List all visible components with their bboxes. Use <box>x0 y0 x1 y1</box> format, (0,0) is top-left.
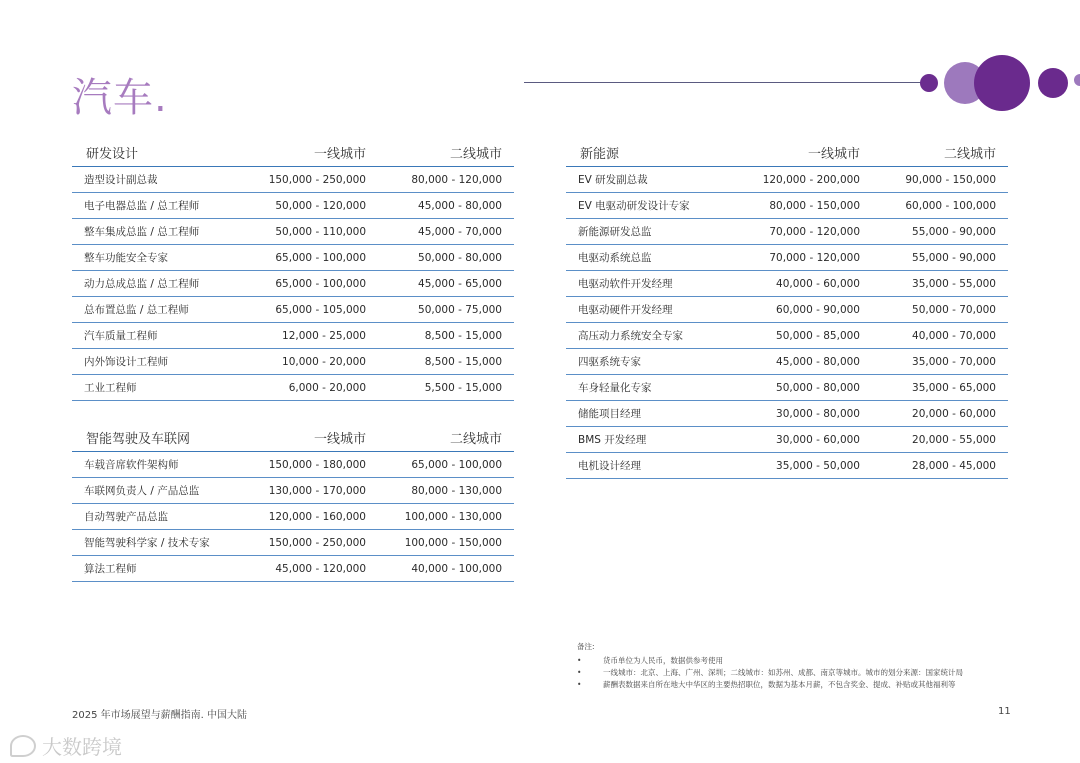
job-title-cell: 总布置总监 / 总工程师 <box>84 304 189 316</box>
job-title-cell: EV 研发副总裁 <box>578 174 648 186</box>
footer-text: 2025 年市场展望与薪酬指南. 中国大陆 <box>72 710 247 721</box>
tier1-salary-cell: 45,000 - 80,000 <box>776 355 860 368</box>
adas-salary-table <box>72 425 514 582</box>
job-title-cell: 工业工程师 <box>84 382 137 394</box>
tier1-salary-cell: 120,000 - 160,000 <box>268 510 366 523</box>
tier2-salary-cell: 50,000 - 75,000 <box>418 303 502 316</box>
table-row <box>72 323 514 349</box>
tier1-salary-cell: 10,000 - 20,000 <box>282 355 366 368</box>
table-row <box>72 193 514 219</box>
table-row <box>566 401 1008 427</box>
tier1-salary-cell: 35,000 - 50,000 <box>776 459 860 472</box>
table-category-header: 新能源 <box>580 147 620 162</box>
watermark-text: 大数跨境 <box>42 735 122 759</box>
page-number: 11 <box>998 706 1011 717</box>
tier2-salary-cell: 40,000 - 100,000 <box>411 562 502 575</box>
table-row <box>72 219 514 245</box>
tier2-salary-cell: 100,000 - 130,000 <box>404 510 502 523</box>
table-row <box>566 271 1008 297</box>
table-row <box>566 167 1008 193</box>
tier2-salary-cell: 20,000 - 55,000 <box>912 433 996 446</box>
notes-list <box>577 655 1017 691</box>
tier2-salary-cell: 80,000 - 120,000 <box>411 173 502 186</box>
tier2-salary-cell: 45,000 - 80,000 <box>418 199 502 212</box>
job-title-cell: 汽车质量工程师 <box>84 330 158 342</box>
tier2-salary-cell: 5,500 - 15,000 <box>424 381 502 394</box>
note-item: • 薪酬表数据来自所在地大中华区的主要热招职位，数据为基本月薪，不包含奖金、提成、补贴或其他福利等 <box>577 679 1017 691</box>
table-row <box>72 167 514 193</box>
tier1-salary-cell: 40,000 - 60,000 <box>776 277 860 290</box>
tier1-salary-cell: 30,000 - 80,000 <box>776 407 860 420</box>
job-title-cell: 新能源研发总监 <box>578 226 652 238</box>
tier1-salary-cell: 150,000 - 180,000 <box>268 458 366 471</box>
watermark <box>10 731 122 760</box>
table-row <box>72 349 514 375</box>
table-row <box>72 478 514 504</box>
job-title-cell: 高压动力系统安全专家 <box>578 330 683 342</box>
tier2-salary-cell: 40,000 - 70,000 <box>912 329 996 342</box>
job-title-cell: 整车集成总监 / 总工程师 <box>84 226 200 238</box>
job-title-cell: 电驱动系统总监 <box>578 252 652 264</box>
table-row <box>72 245 514 271</box>
tier1-salary-cell: 150,000 - 250,000 <box>268 536 366 549</box>
tier1-salary-cell: 50,000 - 120,000 <box>275 199 366 212</box>
table-header <box>72 425 514 452</box>
tier2-salary-cell: 8,500 - 15,000 <box>424 355 502 368</box>
tier2-salary-cell: 35,000 - 65,000 <box>912 381 996 394</box>
tier2-salary-cell: 35,000 - 70,000 <box>912 355 996 368</box>
table-row <box>72 530 514 556</box>
tier2-salary-cell: 60,000 - 100,000 <box>905 199 996 212</box>
tier1-salary-cell: 130,000 - 170,000 <box>268 484 366 497</box>
note-item: • 货币单位为人民币，数据供参考使用 <box>577 655 1017 667</box>
job-title-cell: 智能驾驶科学家 / 技术专家 <box>84 537 210 549</box>
job-title-cell: 储能项目经理 <box>578 408 641 420</box>
job-title-cell: 四驱系统专家 <box>578 356 641 368</box>
table-header <box>72 140 514 167</box>
table-column-header: 一线城市 <box>313 147 366 162</box>
decor-circle-medium <box>1038 68 1068 98</box>
tier2-salary-cell: 55,000 - 90,000 <box>912 225 996 238</box>
tier1-salary-cell: 65,000 - 100,000 <box>275 251 366 264</box>
table-column-header: 二线城市 <box>449 432 502 447</box>
table-row <box>566 453 1008 479</box>
table-column-header: 二线城市 <box>943 147 996 162</box>
decor-circle-edge <box>1074 74 1080 86</box>
table-row <box>566 375 1008 401</box>
table-row <box>72 271 514 297</box>
tier2-salary-cell: 45,000 - 65,000 <box>418 277 502 290</box>
tier2-salary-cell: 28,000 - 45,000 <box>912 459 996 472</box>
tier1-salary-cell: 60,000 - 90,000 <box>776 303 860 316</box>
tier1-salary-cell: 80,000 - 150,000 <box>769 199 860 212</box>
table-header <box>566 140 1008 167</box>
table-row <box>72 375 514 401</box>
tier1-salary-cell: 120,000 - 200,000 <box>762 173 860 186</box>
rd-salary-table <box>72 140 514 401</box>
decor-circle-small <box>920 74 938 92</box>
tier2-salary-cell: 55,000 - 90,000 <box>912 251 996 264</box>
table-row <box>72 452 514 478</box>
table-row <box>72 504 514 530</box>
table-category-header: 智能驾驶及车联网 <box>86 432 191 447</box>
job-title-cell: 车载音席软件架构师 <box>84 459 179 471</box>
job-title-cell: 车身轻量化专家 <box>578 382 652 394</box>
table-category-header: 研发设计 <box>86 147 139 162</box>
tier2-salary-cell: 65,000 - 100,000 <box>411 458 502 471</box>
job-title-cell: 电驱动软件开发经理 <box>578 278 673 290</box>
tier2-salary-cell: 100,000 - 150,000 <box>404 536 502 549</box>
watermark-logo-icon <box>10 735 36 757</box>
tier2-salary-cell: 35,000 - 55,000 <box>912 277 996 290</box>
table-row <box>566 219 1008 245</box>
table-row <box>566 427 1008 453</box>
tier1-salary-cell: 70,000 - 120,000 <box>769 251 860 264</box>
tier2-salary-cell: 90,000 - 150,000 <box>905 173 996 186</box>
tier1-salary-cell: 12,000 - 25,000 <box>282 329 366 342</box>
tier2-salary-cell: 50,000 - 70,000 <box>912 303 996 316</box>
decor-circle-large <box>974 55 1030 111</box>
tier2-salary-cell: 45,000 - 70,000 <box>418 225 502 238</box>
job-title-cell: EV 电驱动研发设计专家 <box>578 200 690 212</box>
table-column-header: 一线城市 <box>807 147 860 162</box>
table-row <box>566 193 1008 219</box>
header-divider <box>524 82 922 83</box>
job-title-cell: BMS 开发经理 <box>578 434 647 446</box>
tier1-salary-cell: 150,000 - 250,000 <box>268 173 366 186</box>
job-title-cell: 整车功能安全专家 <box>84 252 168 264</box>
table-row <box>566 323 1008 349</box>
tier1-salary-cell: 45,000 - 120,000 <box>275 562 366 575</box>
nev-salary-table <box>566 140 1008 479</box>
table-column-header: 一线城市 <box>313 432 366 447</box>
tier2-salary-cell: 80,000 - 130,000 <box>411 484 502 497</box>
tier1-salary-cell: 50,000 - 85,000 <box>776 329 860 342</box>
table-row <box>566 245 1008 271</box>
tier2-salary-cell: 50,000 - 80,000 <box>418 251 502 264</box>
job-title-cell: 电驱动硬件开发经理 <box>578 304 673 316</box>
page-title: 汽车. <box>72 75 168 121</box>
table-row <box>72 556 514 582</box>
tier1-salary-cell: 30,000 - 60,000 <box>776 433 860 446</box>
job-title-cell: 电机设计经理 <box>578 460 641 472</box>
note-item: • 一线城市：北京、上海、广州、深圳；二线城市：如苏州、成都、南京等城市。城市的划分来源：国家统计局 <box>577 667 1017 679</box>
job-title-cell: 动力总成总监 / 总工程师 <box>84 278 200 290</box>
tier2-salary-cell: 20,000 - 60,000 <box>912 407 996 420</box>
job-title-cell: 造型设计副总裁 <box>84 174 158 186</box>
job-title-cell: 自动驾驶产品总监 <box>84 511 168 523</box>
table-row <box>72 297 514 323</box>
job-title-cell: 内外饰设计工程师 <box>84 356 168 368</box>
job-title-cell: 算法工程师 <box>84 563 137 575</box>
job-title-cell: 电子电器总监 / 总工程师 <box>84 200 200 212</box>
tier1-salary-cell: 50,000 - 80,000 <box>776 381 860 394</box>
tier1-salary-cell: 70,000 - 120,000 <box>769 225 860 238</box>
tier1-salary-cell: 65,000 - 100,000 <box>275 277 366 290</box>
job-title-cell: 车联网负责人 / 产品总监 <box>84 485 200 497</box>
table-row <box>566 297 1008 323</box>
tier1-salary-cell: 50,000 - 110,000 <box>275 225 366 238</box>
notes <box>577 641 1017 691</box>
table-column-header: 二线城市 <box>449 147 502 162</box>
notes-title: 备注: <box>577 642 595 651</box>
tier1-salary-cell: 65,000 - 105,000 <box>275 303 366 316</box>
tier1-salary-cell: 6,000 - 20,000 <box>288 381 366 394</box>
table-row <box>566 349 1008 375</box>
tier2-salary-cell: 8,500 - 15,000 <box>424 329 502 342</box>
